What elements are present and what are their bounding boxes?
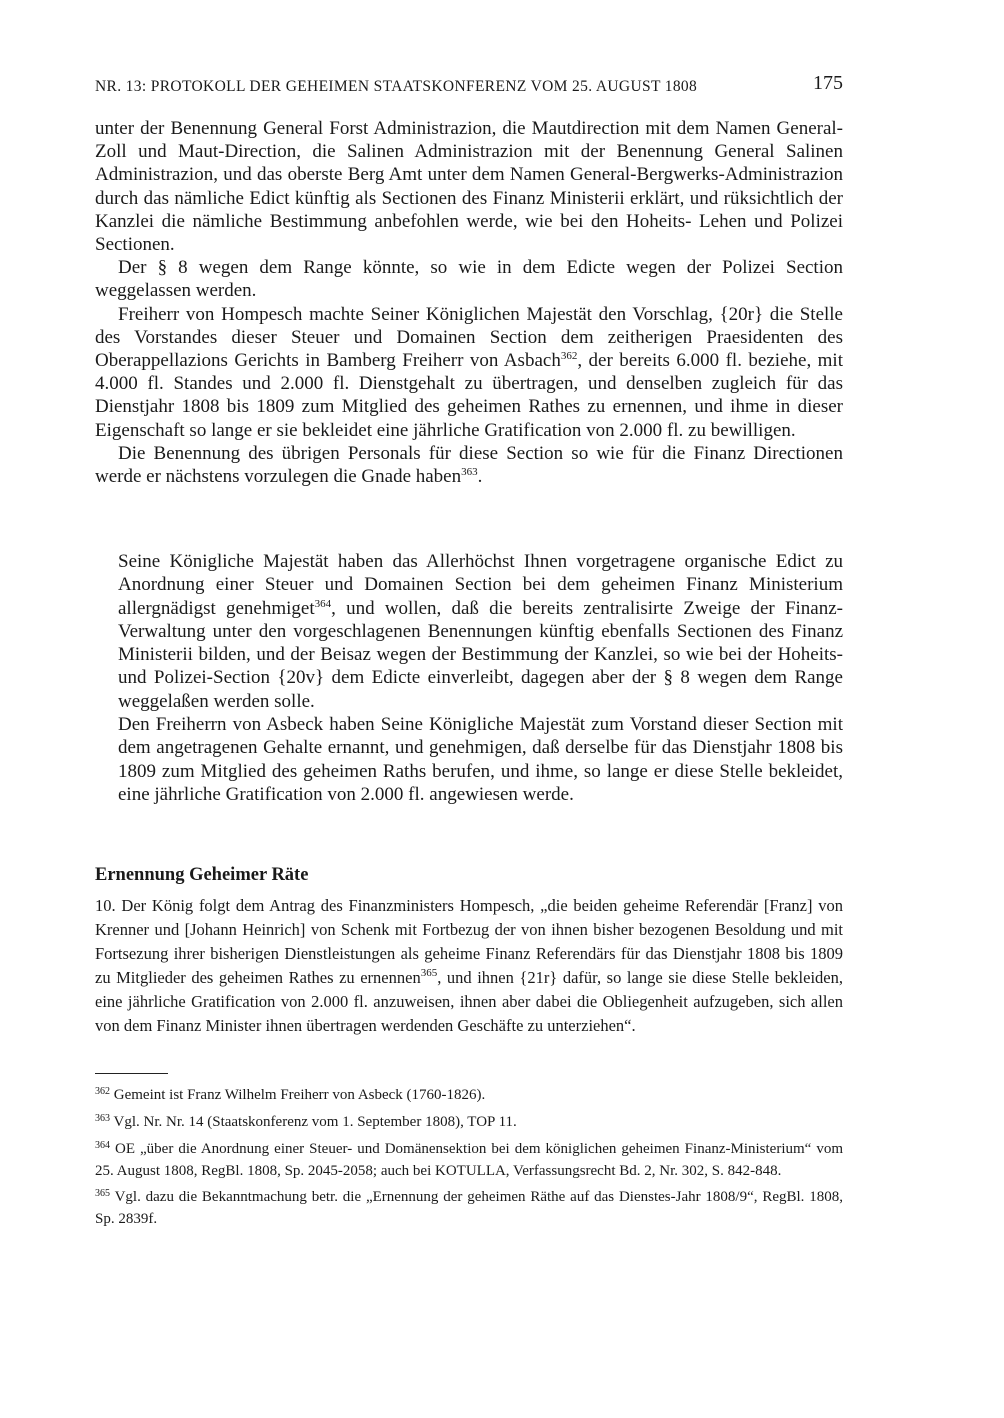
agenda-item-10 bbox=[95, 894, 843, 1038]
footnote-divider bbox=[95, 1073, 168, 1074]
footnote-text: Gemeint ist Franz Wilhelm Freiherr von Asbeck (1760-1826). bbox=[113, 1087, 486, 1103]
footnote-ref-364[interactable]: 364 bbox=[314, 597, 332, 610]
page-number: 175 bbox=[813, 72, 843, 94]
protocol-text bbox=[95, 117, 843, 488]
footnote-ref-362[interactable]: 362 bbox=[560, 350, 578, 363]
decision-paragraph-asbeck: Den Freiherrn von Asbeck haben Seine Königliche Majestät zum Vorstand dieser Section mit dem angetragenen Gehalte ernannt, und genehmigen, daß derselbe für das Dienstjahr 1808 bis 1809 zum Mitglied des geheimen Raths berufen, und ihme, so lange er diese Stelle bekleidet, eine jährliche Gratification von 2.000 fl. angewiesen werde. bbox=[118, 714, 843, 805]
royal-decision bbox=[118, 550, 843, 806]
footnote bbox=[95, 1112, 843, 1134]
footnote-number: 363 bbox=[95, 1113, 110, 1124]
footnote-ref-365[interactable]: 365 bbox=[420, 967, 438, 979]
footnote-number: 364 bbox=[95, 1140, 110, 1151]
footnote-text: Vgl. dazu die Bekanntmachung betr. die „Ernennung der geheimen Räthe auf das Dienstes-Jahr 1808/9“, RegBl. 1808, Sp. 2839f. bbox=[95, 1189, 843, 1227]
paragraph-continuation: unter der Benennung General Forst Administrazion, die Mautdirection mit dem Namen General-Zoll und Maut-Direction, die Salinen Administrazion mit der Benennung General Salinen Administrazion, und das oberste Berg Amt unter dem Namen General-Bergwerks-Administrazion durch das nämliche Edict künftig als Sectionen des Finanz Ministerii erklärt, und rüksichtlich der Kanzlei die nämliche Bestimmung anbefohlen werde, wie bei den Hoheits- Lehen und Polizei Sectionen. bbox=[95, 118, 843, 256]
paragraph-rank: Der § 8 wegen dem Range könnte, so wie in dem Edicte wegen der Polizei Section weggelassen werden. bbox=[95, 257, 843, 302]
running-head bbox=[95, 72, 843, 102]
footnote-text: OE „über die Anordnung einer Steuer- und Domänensektion bei dem königlichen geheimen Finanz-Ministerium“ vom 25. August 1808, RegBl. 1808, Sp. 2045-2058; auch bei KOTULLA, Verfassungsrecht Bd. 2, Nr. 302, S. 842-848. bbox=[95, 1141, 844, 1179]
agenda-item-paragraph: 10. Der König folgt dem Antrag des Finanzministers Hompesch, „die beiden geheime Referendär [Franz] von Krenner und [Johann Heinrich] von Schenk mit Fortbezug der von ihnen bisher bezogenen Besoldung und mit Fortsezung ihrer bisherigen Dienstleistungen als geheime Finanz Referendärs für das Dienstjahr 1808 bis 1809 zu Mitglieder des geheimen Rathes zu ernennen$^{365}$, und ihnen {21r} dafür, so lange sie diese Stelle bekleiden, eine jährliche Gratification von 2.000 fl. anzuweisen, ihnen aber dabei die Obliegenheit aufzugeben, sich allen von dem Finanz Minister ihnen übertragen werdenden Geschäfte zu unterziehen“. bbox=[95, 896, 843, 1035]
footnote-text: Vgl. Nr. Nr. 14 (Staatskonferenz vom 1. September 1808), TOP 11. bbox=[113, 1114, 517, 1130]
footnote bbox=[95, 1187, 843, 1230]
footnote-number: 365 bbox=[95, 1188, 110, 1199]
decision-paragraph-edict: Seine Königliche Majestät haben das Allerhöchst Ihnen vorgetragene organische Edict zu Anordnung einer Steuer und Domainen Section bei dem geheimen Finanz Ministerium allergnädigst genehmiget$^{364}$, und wollen, daß die bereits zentralisirte Zweige der Finanz-Verwaltung unter den vorgeschlagenen Benennungen künftig ebenfalls Sectionen des Finanz Ministerii bilden, und der Beisaz wegen der Bestimmung der Kanzlei, so wie bei der Hoheits- und Polizei-Section {20v} dem Edicte einverleibt, dagegen aber der § 8 wegen dem Range weggelaßen werden solle. bbox=[118, 551, 843, 712]
footnote bbox=[95, 1139, 843, 1182]
running-title: NR. 13: PROTOKOLL DER GEHEIMEN STAATSKONFERENZ VOM 25. AUGUST 1808 bbox=[95, 78, 698, 95]
footnote-number: 362 bbox=[95, 1086, 110, 1097]
footnote-ref-363[interactable]: 363 bbox=[461, 466, 478, 479]
paragraph-personnel: Die Benennung des übrigen Personals für diese Section so wie für die Finanz Directionen werde er nächstens vorzulegen die Gnade haben$^{363}$. bbox=[95, 442, 843, 488]
footnote bbox=[95, 1085, 843, 1107]
section-heading: Ernennung Geheimer Räte bbox=[95, 865, 309, 885]
footnotes bbox=[95, 1085, 843, 1235]
paragraph-proposal: Freiherr von Hompesch machte Seiner Königlichen Majestät den Vorschlag, {20r} die Stelle des Vorstandes dieser Steuer und Domainen Section dem zeitherigen Praesidenten des Oberappellazions Gerichts in Bamberg Freiherr von Asbach$^{362}$, der bereits 6.000 fl. beziehe, mit 4.000 fl. Standes und 2.000 fl. Dienstgehalt zu übertragen, und denselben zugleich für das Dienstjahr 1808 bis 1809 zum Mitglied des geheimen Rathes zu ernennen, und ihme in dieser Eigenschaft so lange er sie bekleidet eine jährliche Gratification von 2.000 fl. zu bewilligen. bbox=[95, 303, 843, 441]
